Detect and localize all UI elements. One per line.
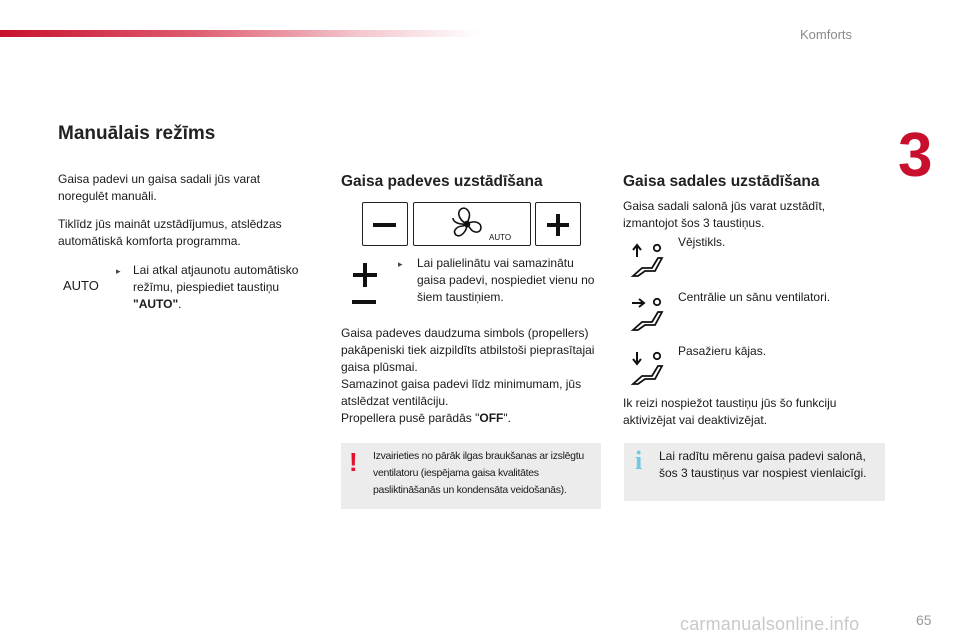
- air-distribution-intro: Gaisa sadali salonā jūs varat uzstādīt, izmantojot šos 3 taustiņus.: [623, 199, 826, 230]
- plus-icon: [536, 203, 580, 245]
- auto-button-label: AUTO: [63, 278, 99, 293]
- airflow-centre-icon[interactable]: [628, 295, 668, 333]
- fan-decrease-button[interactable]: [362, 202, 408, 246]
- warning-text: Izvairieties no pārāk ilgas braukšanas ar izslēgtu ventilatoru (iespējama gaisa kvalitātes pasliktināšanās un kondensāta veidošanās).: [373, 450, 584, 496]
- minus-icon: [352, 298, 376, 306]
- intro-paragraph-1: Gaisa padevi un gaisa sadali jūs varat noregulēt manuāli.: [58, 172, 261, 203]
- intro-paragraph-2: Tiklīdz jūs maināt uzstādījumus, atslēdzas automātiskā komforta programma.: [58, 217, 282, 248]
- warning-icon: !: [349, 447, 358, 477]
- fan-body-paragraph: Gaisa padeves daudzuma simbols (propellers) pakāpeniski tiek aizpildīts atbilstoši pieprasītajai gaisa plūsmai. Samazinot gaisa padevi līdz minimumam, jūs atslēdzat ventilāciju. Propellera pusē parādās "OFF".: [341, 326, 595, 425]
- fan-propeller-icon: [448, 205, 486, 243]
- fan-increase-button[interactable]: [535, 202, 581, 246]
- air-distribution-heading: Gaisa sadales uzstādīšana: [623, 173, 820, 190]
- airflow-label-centre: Centrālie un sānu ventilatori.: [678, 290, 831, 304]
- watermark: carmanualsonline.info: [680, 614, 860, 634]
- minus-icon: [363, 203, 407, 245]
- bullet-icon: ▸: [116, 266, 121, 276]
- airflow-windscreen-icon[interactable]: [628, 241, 668, 279]
- header-accent-bar: [0, 30, 480, 37]
- page-title: Manuālais režīms: [58, 123, 216, 144]
- fan-speed-heading: Gaisa padeves uzstādīšana: [341, 173, 543, 190]
- info-box: [624, 443, 885, 501]
- airflow-feet-icon[interactable]: [628, 349, 668, 387]
- airflow-label-windscreen: Vējstikls.: [678, 235, 726, 249]
- warning-box: [341, 443, 601, 509]
- airflow-label-feet: Pasažieru kājas.: [678, 344, 767, 358]
- bullet-icon: ▸: [398, 259, 403, 269]
- chapter-number: 3: [898, 121, 933, 190]
- panel-auto-label: AUTO: [489, 233, 512, 242]
- plus-icon: [352, 262, 378, 288]
- page-number: 65: [916, 612, 932, 628]
- section-label: Komforts: [800, 27, 853, 42]
- fan-speed-display: [413, 202, 531, 246]
- info-text: Lai radītu mērenu gaisa padevi salonā, šos 3 taustiņus var nospiest vienlaicīgi.: [659, 449, 867, 480]
- info-icon: i: [635, 446, 643, 475]
- fan-plus-minus-text: Lai palielinātu vai samazinātu gaisa padevi, nospiediet vienu no šiem taustiņiem.: [417, 256, 595, 304]
- toggle-note: Ik reizi nospiežot taustiņu jūs šo funkciju aktivizējat vai deaktivizējat.: [623, 396, 837, 427]
- auto-instruction: Lai atkal atjaunotu automātisko režīmu, piespiediet taustiņu "AUTO".: [133, 263, 299, 311]
